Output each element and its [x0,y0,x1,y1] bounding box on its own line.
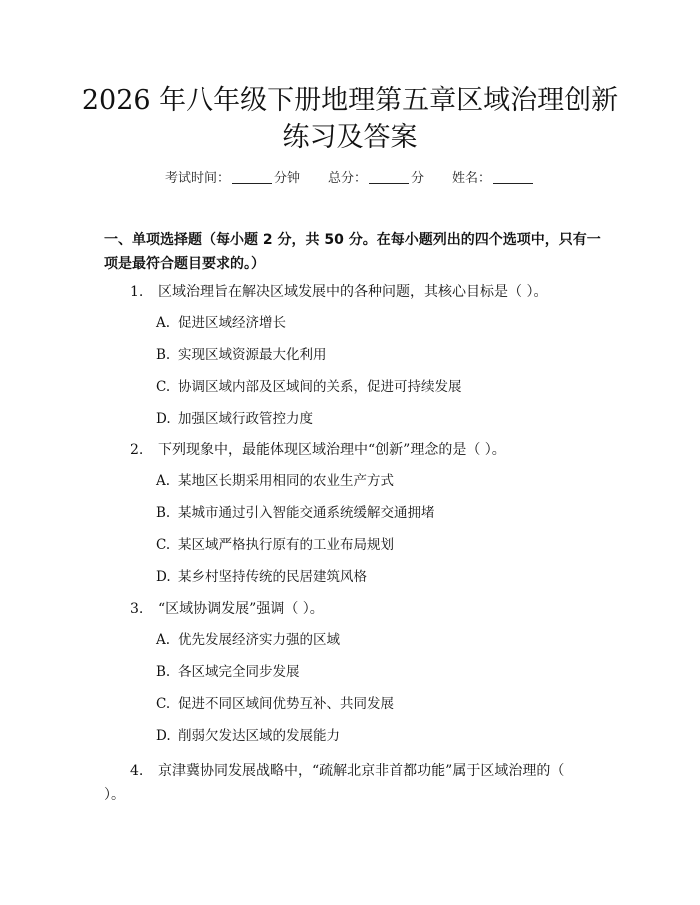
option-text: 促进不同区域间优势互补、共同发展 [178,696,394,712]
score-unit: 分 [411,171,425,186]
option-2b [156,501,435,525]
option-2a [156,469,394,493]
exam-meta [60,167,640,186]
question-1 [130,280,547,304]
option-3d [156,724,340,748]
option-text: 协调区域内部及区域间的关系，促进可持续发展 [178,379,462,395]
option-letter: D. [156,411,171,427]
time-blank [232,170,272,184]
option-text: 某区域严格执行原有的工业布局规划 [178,537,394,553]
option-1b [156,343,327,367]
section-heading: 一、单项选择题（每小题 2 分，共 50 分。在每小题列出的四个选项中，只有一项是最符合题目要求的。） [104,232,601,272]
time-label: 考试时间： [164,171,230,186]
option-2d [156,565,367,589]
option-3c [156,692,394,716]
score-blank [369,170,409,184]
option-letter: C. [156,696,171,712]
score-label: 总分： [327,171,367,186]
option-text: 某地区长期采用相同的农业生产方式 [178,473,394,489]
option-letter: A. [156,473,171,489]
question-4 [104,759,584,807]
question-number: 2. [130,442,144,458]
option-1a [156,311,286,335]
option-3a [156,628,340,652]
option-letter: D. [156,569,171,585]
option-2c [156,533,394,557]
question-2 [130,438,506,462]
option-text: 促进区域经济增长 [178,315,286,331]
option-text: 优先发展经济实力强的区域 [178,632,340,648]
option-letter: D. [156,728,171,744]
option-text: 某乡村坚持传统的民居建筑风格 [178,569,367,585]
option-text: 削弱欠发达区域的发展能力 [178,728,340,744]
name-blank [493,170,533,184]
option-letter: A. [156,632,171,648]
name-label: 姓名： [452,171,492,186]
question-text: 京津冀协同发展战略中，“疏解北京非首都功能”属于区域治理的（ ）。 [104,763,565,803]
option-letter: A. [156,315,171,331]
option-1d [156,407,313,431]
option-text: 加强区域行政管控力度 [178,411,313,427]
question-text: 下列现象中，最能体现区域治理中“创新”理念的是（ ）。 [158,442,506,458]
question-text: 区域治理旨在解决区域发展中的各种问题，其核心目标是（ ）。 [158,284,548,300]
option-letter: C. [156,537,171,553]
option-1c [156,375,462,399]
option-3b [156,660,300,684]
option-text: 实现区域资源最大化利用 [178,347,327,363]
question-number: 3. [130,601,144,617]
question-number: 1. [130,284,144,300]
option-letter: B. [156,505,171,521]
time-unit: 分钟 [273,171,300,186]
option-letter: B. [156,347,171,363]
question-3 [130,597,324,621]
document-title-line-2: 练习及答案 [282,122,418,153]
document-title-line-1: 2026 年八年级下册地理第五章区域治理创新 [81,85,619,116]
option-text: 某城市通过引入智能交通系统缓解交通拥堵 [178,505,435,521]
question-number: 4. [130,763,144,779]
option-text: 各区域完全同步发展 [178,664,300,680]
question-text: “区域协调发展”强调（ ）。 [158,601,324,617]
option-letter: C. [156,379,171,395]
option-letter: B. [156,664,171,680]
